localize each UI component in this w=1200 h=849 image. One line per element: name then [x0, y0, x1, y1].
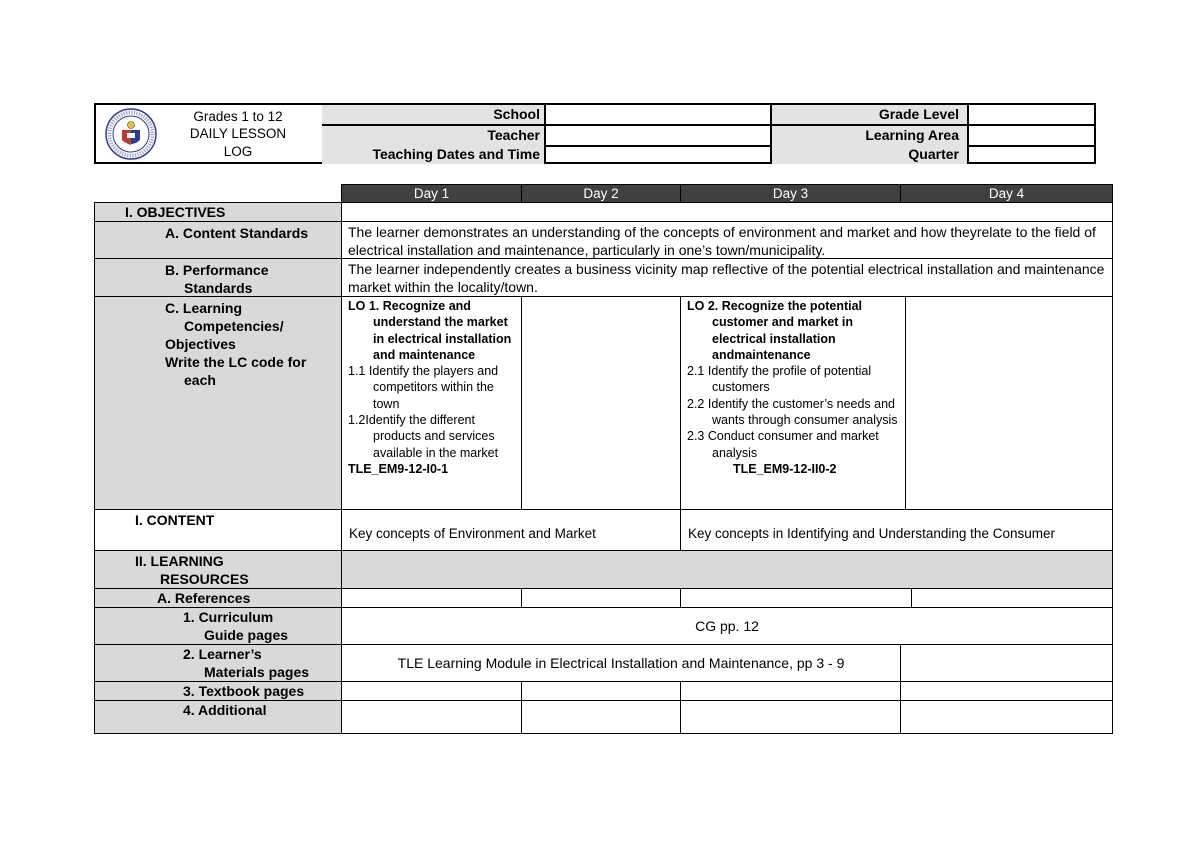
references-day-3[interactable]: [680, 588, 912, 608]
lo1-cell: [341, 296, 522, 510]
content-day-3-4: Key concepts in Identifying and Understanding the Consumer: [680, 509, 1113, 551]
textbook-day-2[interactable]: [521, 681, 681, 701]
header-logo-cell: [96, 105, 324, 162]
teacher-label: Teacher: [322, 126, 546, 145]
additional-day-1[interactable]: [341, 700, 522, 734]
teaching-dates-label: Teaching Dates and Time: [322, 145, 546, 164]
quarter-field[interactable]: [969, 145, 1094, 164]
header-row-dates: [322, 145, 1094, 164]
performance-standards-label-line-2: Standards: [184, 280, 253, 296]
lo-day-2-cell: [521, 296, 681, 510]
quarter-label: Quarter: [772, 145, 969, 164]
learners-materials-text: TLE Learning Module in Electrical Installation and Maintenance, pp 3 - 9: [341, 644, 901, 682]
school-field[interactable]: [546, 105, 772, 124]
lc-label-line-2: Competencies/: [184, 318, 284, 334]
day-4-header: Day 4: [900, 184, 1113, 203]
lo2-heading: LO 2. Recognize the potential customer and market in electrical installation andmaintenance: [687, 299, 863, 362]
deped-seal-icon: [105, 108, 157, 160]
objectives-value: [341, 202, 1113, 222]
curriculum-guide-text: CG pp. 12: [341, 607, 1113, 645]
content-day-1-2: Key concepts of Environment and Market: [341, 509, 681, 551]
learners-label-line-2: Materials pages: [204, 664, 310, 680]
textbook-day-4[interactable]: [900, 681, 1113, 701]
textbook-pages-label: 3. Textbook pages: [94, 681, 342, 701]
lo2-item-1: 2.1 Identify the profile of potential customers: [687, 364, 872, 395]
lc-label-line-4: Write the LC code for: [165, 354, 307, 370]
performance-standards-label: [94, 258, 342, 297]
content-label: I. CONTENT: [94, 509, 342, 551]
grade-level-field[interactable]: [969, 105, 1094, 124]
lo-day-4-cell: [905, 296, 1113, 510]
curriculum-label-line-2: Guide pages: [204, 627, 289, 643]
references-day-1[interactable]: [341, 588, 522, 608]
learning-area-field[interactable]: [969, 126, 1094, 145]
textbook-day-1[interactable]: [341, 681, 522, 701]
additional-day-3[interactable]: [680, 700, 901, 734]
header-title-line-2: DAILY LESSON: [189, 126, 287, 141]
learners-label-line-1: 2. Learner’s: [183, 646, 262, 662]
header-row-school: [322, 105, 1094, 124]
teacher-field[interactable]: [546, 126, 772, 145]
header-title-line-3: LOG: [223, 144, 253, 159]
content-standards-label: A. Content Standards: [94, 221, 342, 259]
day-2-header: Day 2: [521, 184, 681, 203]
learning-resources-line-1: II. LEARNING: [135, 553, 224, 569]
references-day-2[interactable]: [521, 588, 681, 608]
learning-resources-line-2: RESOURCES: [160, 571, 249, 587]
learners-materials-label: [94, 644, 342, 682]
lo2-code: TLE_EM9-12-II0-2: [733, 461, 837, 476]
performance-standards-text: The learner independently creates a business vicinity map reflective of the potential electrical installation and maintenance market within the locality/town.: [341, 258, 1113, 297]
lo2-item-2: 2.2 Identify the customer’s needs and wants through consumer analysis: [687, 396, 898, 428]
content-standards-text: The learner demonstrates an understanding of the concepts of environment and market and how theyrelate to the field of electrical installation and maintenance, particularly in one’s town/municipality.: [341, 221, 1113, 259]
lc-label-line-3: Objectives: [165, 336, 236, 352]
lo2-item-3: 2.3 Conduct consumer and market analysis: [687, 429, 879, 460]
references-day-4[interactable]: [911, 588, 1113, 608]
learners-materials-day-4[interactable]: [900, 644, 1113, 682]
learning-area-label: Learning Area: [772, 126, 969, 145]
teaching-dates-field[interactable]: [546, 145, 772, 164]
school-label: School: [322, 105, 546, 124]
curriculum-guide-label: [94, 607, 342, 645]
lc-label-line-1: C. Learning: [165, 300, 243, 316]
header-title-line-1: Grades 1 to 12: [193, 109, 283, 124]
curriculum-label-line-1: 1. Curriculum: [183, 609, 274, 625]
lo1-heading: LO 1. Recognize and understand the market in electrical installation and maintenance: [348, 299, 512, 362]
header-row-teacher: [322, 126, 1094, 145]
header-table: [94, 103, 1096, 164]
lo2-cell: [680, 296, 906, 510]
references-label: A. References: [94, 588, 342, 608]
additional-label: 4. Additional: [94, 700, 342, 734]
learning-competencies-label: [94, 296, 342, 510]
day-3-header: Day 3: [680, 184, 901, 203]
lo1-code: TLE_EM9-12-I0-1: [348, 461, 449, 476]
objectives-label: I. OBJECTIVES: [94, 202, 342, 222]
performance-standards-label-line-1: B. Performance: [165, 262, 269, 278]
learning-resources-value: [341, 550, 1113, 589]
lo1-item-1: 1.1 Identify the players and competitors within the town: [348, 364, 499, 411]
additional-day-4[interactable]: [900, 700, 1113, 734]
textbook-day-3[interactable]: [680, 681, 901, 701]
learning-resources-label: [94, 550, 342, 589]
day-1-header: Day 1: [341, 184, 522, 203]
lo1-item-2: 1.2Identify the different products and services available in the market: [348, 413, 499, 460]
lc-label-line-5: each: [184, 372, 216, 388]
additional-day-2[interactable]: [521, 700, 681, 734]
grade-level-label: Grade Level: [772, 105, 969, 124]
